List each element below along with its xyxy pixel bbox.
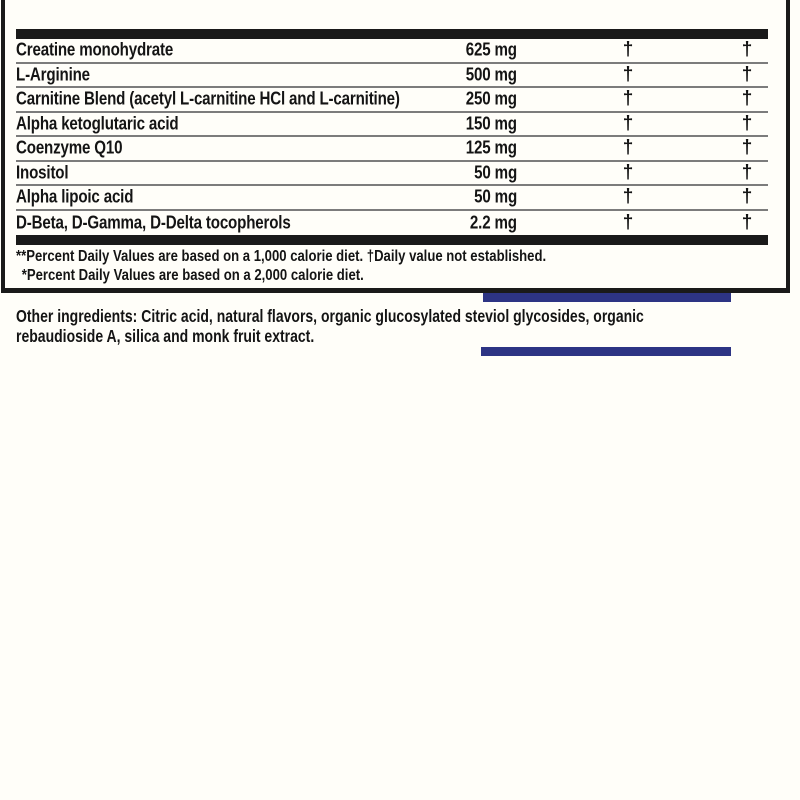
other-ingredients-line-2: rebaudioside A, silica and monk fruit extract. bbox=[16, 326, 315, 346]
daily-value-symbol-1: † bbox=[622, 186, 634, 208]
other-ingredients-line-1: Other ingredients: Citric acid, natural flavors, organic glucosylated steviol glycosides, organic bbox=[16, 306, 644, 326]
ingredient-name: Alpha lipoic acid bbox=[16, 186, 134, 207]
ingredient-name: D-Beta, D-Gamma, D-Delta tocopherols bbox=[16, 212, 291, 233]
footnotes bbox=[16, 247, 768, 285]
table-row bbox=[16, 162, 768, 187]
ingredient-name: L-Arginine bbox=[16, 64, 90, 85]
ingredient-name: Coenzyme Q10 bbox=[16, 137, 123, 158]
table-row bbox=[16, 137, 768, 162]
daily-value-symbol-1: † bbox=[622, 161, 634, 183]
daily-value-symbol-1: † bbox=[622, 211, 634, 233]
other-ingredients-text bbox=[16, 306, 800, 346]
daily-value-symbol-2: † bbox=[741, 161, 753, 183]
table-row bbox=[16, 113, 768, 138]
daily-value-symbol-2: † bbox=[741, 137, 753, 159]
daily-value-symbol-1: † bbox=[622, 88, 634, 110]
ingredients-table bbox=[16, 0, 768, 285]
daily-value-symbol-1: † bbox=[622, 63, 634, 85]
ingredient-name: Creatine monohydrate bbox=[16, 39, 174, 60]
table-row bbox=[16, 186, 768, 211]
table-row bbox=[16, 39, 768, 64]
daily-value-symbol-2: † bbox=[741, 88, 753, 110]
ingredient-amount: 150 mg bbox=[465, 113, 517, 134]
table-row bbox=[16, 64, 768, 89]
daily-value-symbol-2: † bbox=[741, 211, 753, 233]
daily-value-symbol-2: † bbox=[741, 63, 753, 85]
ingredient-name: Inositol bbox=[16, 162, 69, 183]
accent-bar-top bbox=[483, 293, 731, 302]
ingredient-amount: 50 mg bbox=[474, 186, 517, 207]
ingredient-amount: 2.2 mg bbox=[470, 212, 517, 233]
ingredient-amount: 500 mg bbox=[465, 64, 517, 85]
ingredient-amount: 50 mg bbox=[474, 162, 517, 183]
table-row bbox=[16, 88, 768, 113]
daily-value-symbol-1: † bbox=[622, 112, 634, 134]
ingredient-amount: 125 mg bbox=[465, 137, 517, 158]
ingredient-name: Alpha ketoglutaric acid bbox=[16, 113, 179, 134]
footnote-daily-value-1000: **Percent Daily Values are based on a 1,000 calorie diet. †Daily value not established. bbox=[16, 248, 547, 265]
accent-bar-bottom bbox=[481, 347, 731, 356]
table-footer-bar bbox=[16, 235, 768, 245]
table-row bbox=[16, 211, 768, 236]
ingredient-name: Carnitine Blend (acetyl L-carnitine HCl and L-carnitine) bbox=[16, 88, 400, 109]
daily-value-symbol-2: † bbox=[741, 186, 753, 208]
daily-value-symbol-1: † bbox=[622, 39, 634, 61]
daily-value-symbol-2: † bbox=[741, 112, 753, 134]
table-header-bar bbox=[16, 29, 768, 39]
daily-value-symbol-1: † bbox=[622, 137, 634, 159]
footnote-daily-value-2000: *Percent Daily Values are based on a 2,000 calorie diet. bbox=[21, 267, 364, 284]
daily-value-symbol-2: † bbox=[741, 39, 753, 61]
ingredient-amount: 625 mg bbox=[465, 39, 517, 60]
supplement-facts-panel bbox=[1, 0, 790, 293]
ingredient-amount: 250 mg bbox=[465, 88, 517, 109]
